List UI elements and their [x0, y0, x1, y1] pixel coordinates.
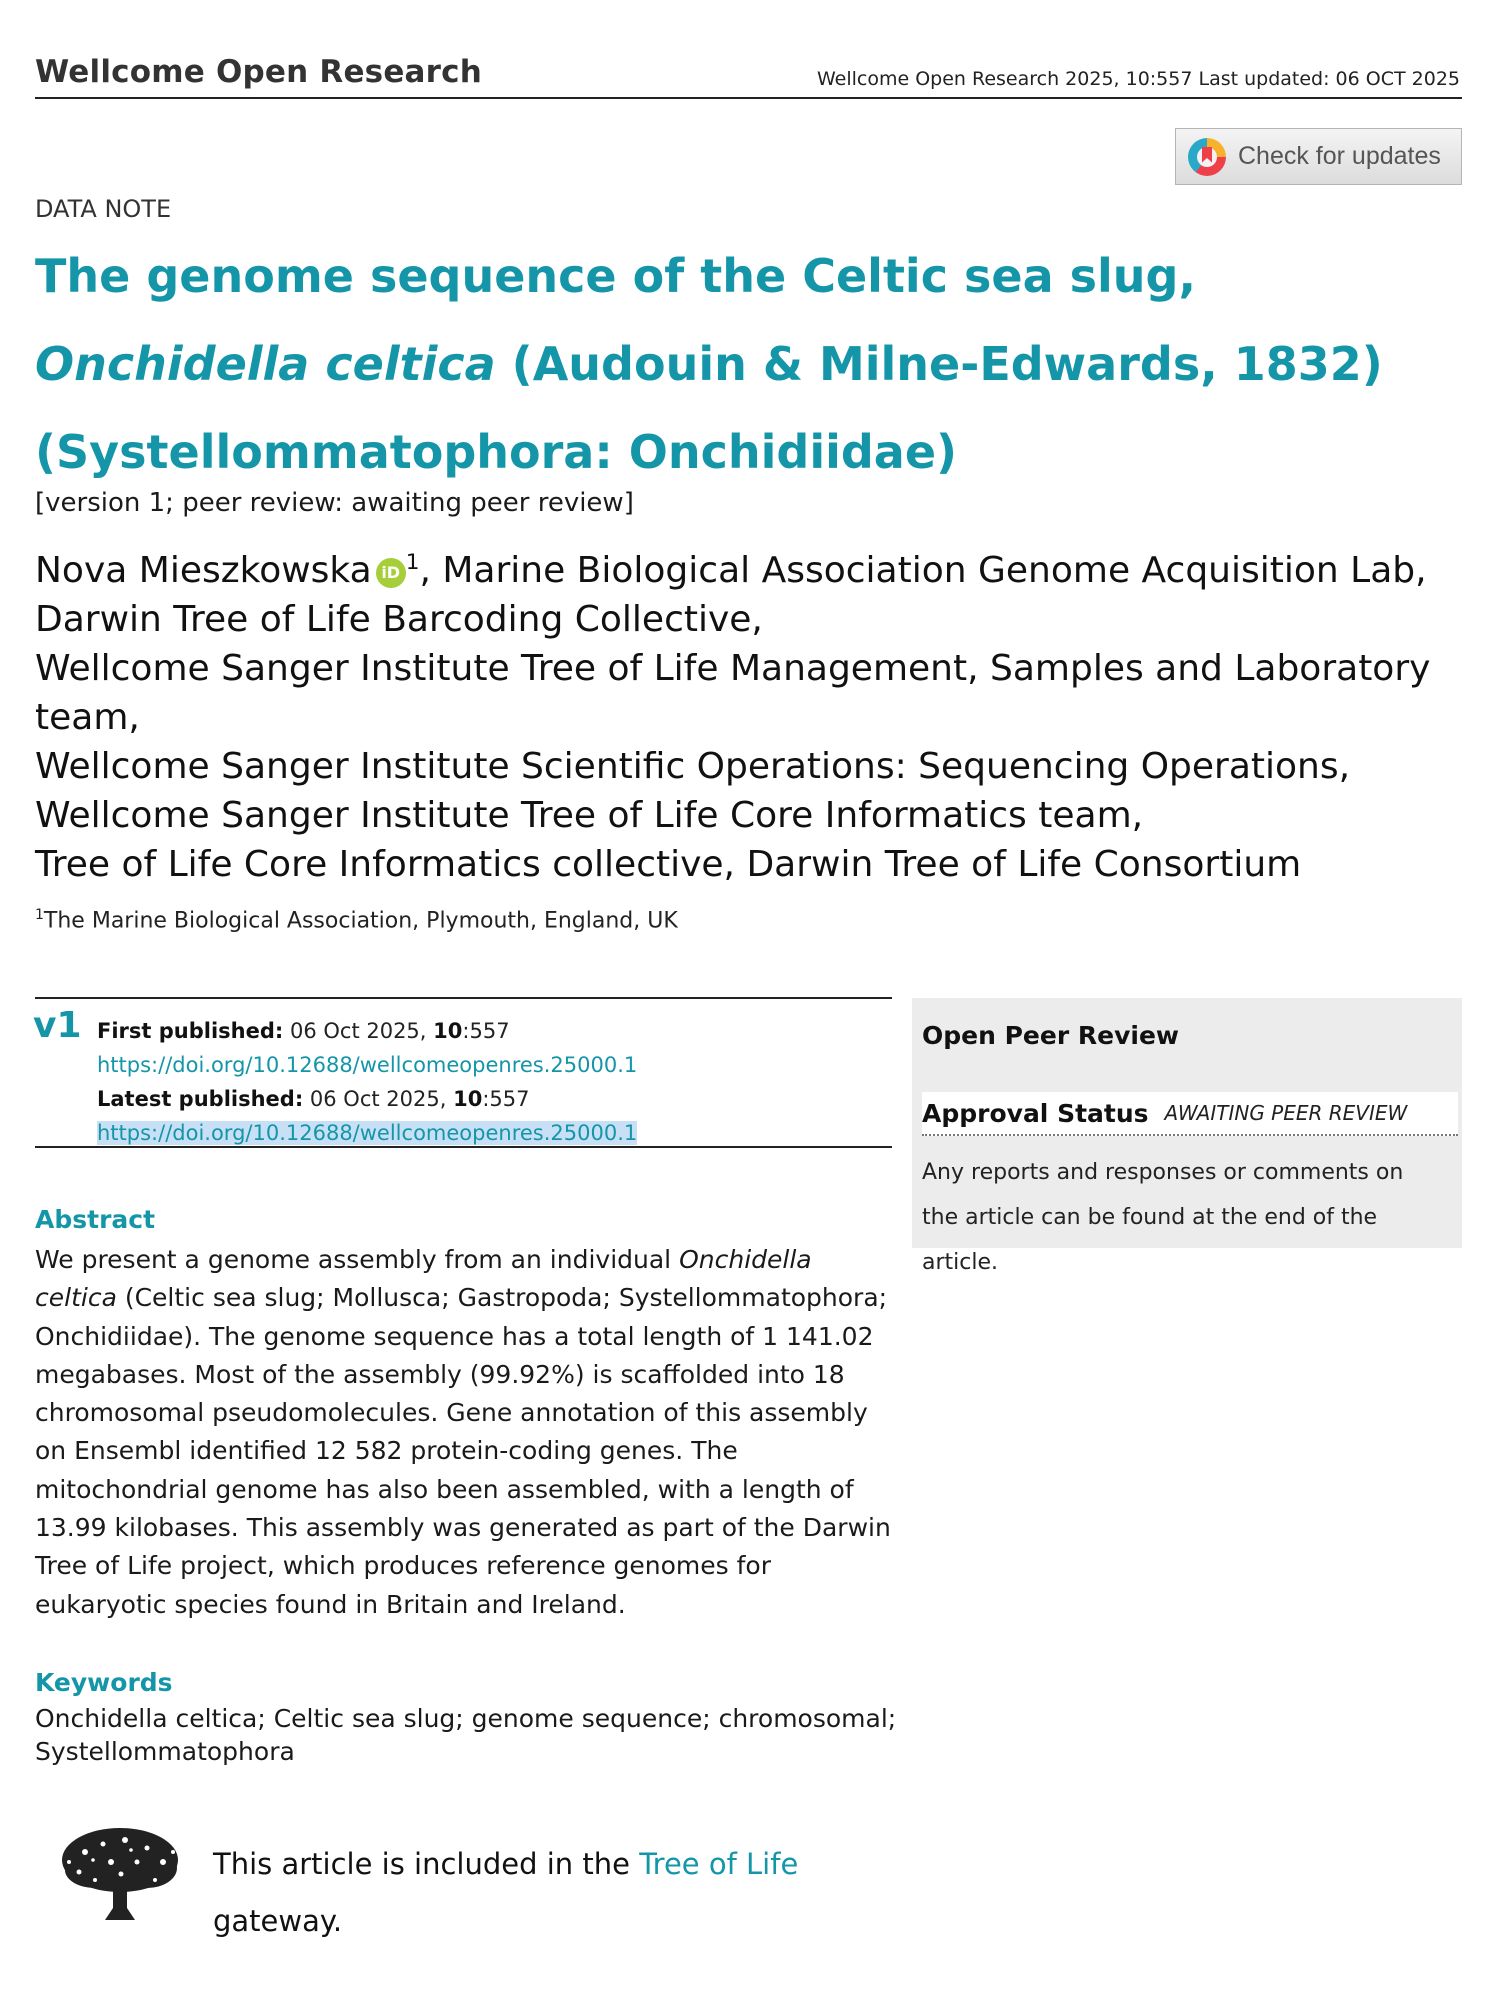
version-badge: v1: [33, 1005, 82, 1046]
latest-published: Latest published: 06 Oct 2025, 10:557: [97, 1087, 530, 1111]
publication-divider-top: [35, 997, 892, 999]
publication-divider-bottom: [35, 1146, 892, 1148]
author-group: Wellcome Sanger Institute Scientific Operations: Sequencing Operations,: [35, 746, 1351, 787]
version-status: [version 1; peer review: awaiting peer review]: [35, 488, 634, 518]
affiliation: $^1$The Marine Biological Association, Plymouth, England, UK: [35, 907, 678, 934]
journal-name: Wellcome Open Research: [35, 54, 483, 90]
gateway-note: This article is included in the Tree of Life gateway.: [213, 1847, 799, 1938]
author-group: Tree of Life Core Informatics collective, Darwin Tree of Life Consortium: [35, 844, 1302, 885]
author-affiliation-mark: 1: [405, 550, 420, 575]
keywords-heading: Keywords: [35, 1668, 173, 1697]
first-doi-link[interactable]: https://doi.org/10.12688/wellcomeopenres.25000.1: [97, 1053, 638, 1077]
publication-info: [97, 1014, 637, 1150]
check-for-updates-label: Check for updates: [1238, 142, 1441, 170]
article-type: DATA NOTE: [35, 195, 172, 223]
keywords-list: Onchidella celtica; Celtic sea slug; genome sequence; chromosomal; Systellommatophora: [35, 1704, 897, 1766]
abstract-body: We present a genome assembly from an individual Onchidella celtica (Celtic sea slug; Mollusca; Gastropoda; Systellommatophora; Onchidiidae). The genome sequence has a total length of 1 141.02 megabases. Most of the assembly (99.92%) is scaffolded into 18 chromosomal pseudomolecules. Gene annotation of this assembly on Ensembl identified 12 582 protein-coding genes. The mitochondrial genome has also been assembled, with a length of 13.99 kilobases. This assembly was generated as part of the Darwin Tree of Life project, which produces reference genomes for eukaryotic species found in Britain and Ireland.: [35, 1245, 891, 1619]
approval-status-value: AWAITING PEER REVIEW: [1164, 1101, 1408, 1125]
article-title: The genome sequence of the Celtic sea slug, Onchidella celtica (Audouin & Milne-Edwards, 1832) (Systellommatophora: Onchidiidae): [35, 249, 1383, 479]
crossmark-icon: [1188, 138, 1226, 176]
header-citation: Wellcome Open Research 2025, 10:557 Last updated: 06 OCT 2025: [816, 68, 1460, 90]
author-group: Wellcome Sanger Institute Tree of Life Management, Samples and Laboratory team,: [35, 648, 1431, 738]
author-group: Wellcome Sanger Institute Tree of Life Core Informatics team,: [35, 795, 1144, 836]
header-divider: [35, 97, 1462, 99]
tree-icon: [55, 1822, 185, 1922]
peer-review-note: Any reports and responses or comments on the article can be found at the end of the article.: [922, 1160, 1404, 1275]
abstract-heading: Abstract: [35, 1205, 156, 1234]
orcid-icon[interactable]: iD: [376, 558, 406, 588]
author-group: , Marine Biological Association Genome Acquisition Lab,: [419, 550, 1427, 591]
approval-status-row: [922, 1092, 1458, 1136]
approval-status-label: Approval Status: [922, 1098, 1149, 1128]
title-species: Onchidella celtica: [35, 337, 496, 391]
author-list: [35, 538, 1455, 889]
check-for-updates-button[interactable]: [1175, 128, 1462, 185]
peer-review-heading: Open Peer Review: [922, 1021, 1179, 1050]
abstract-species: Onchidella celtica: [35, 1245, 812, 1313]
first-published: First published: 06 Oct 2025, 10:557: [97, 1019, 510, 1043]
author-name[interactable]: Nova Mieszkowska: [35, 550, 372, 591]
latest-doi-link[interactable]: https://doi.org/10.12688/wellcomeopenres.25000.1: [97, 1121, 638, 1145]
author-group: Darwin Tree of Life Barcoding Collective,: [35, 599, 763, 640]
tree-of-life-link[interactable]: Tree of Life: [639, 1847, 799, 1881]
